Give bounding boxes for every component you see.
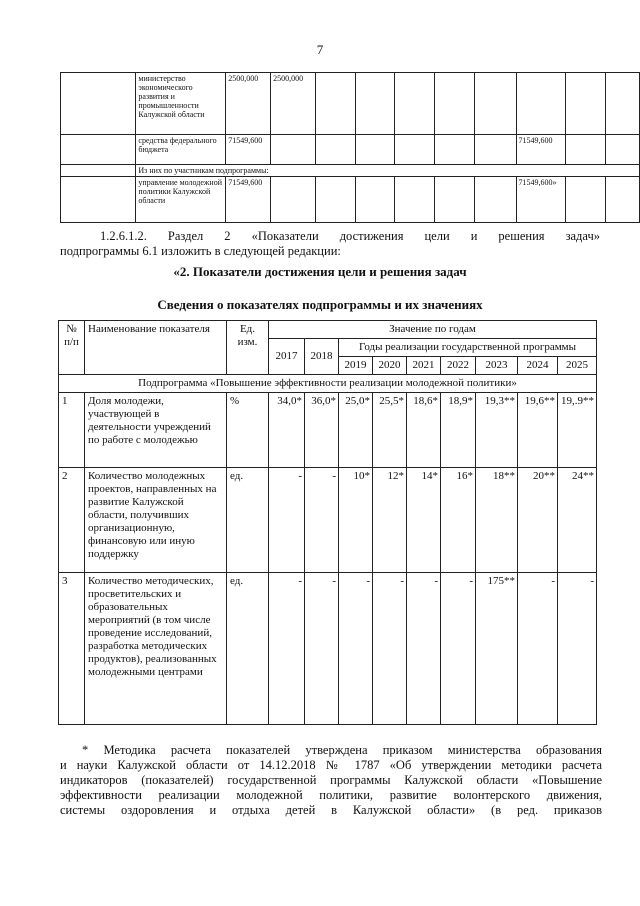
value-cell: 16* xyxy=(441,468,476,573)
footnote-line: и науки Калужской области от 14.12.2018 № 1787 «Об утверждении методики расчета xyxy=(60,758,602,772)
header-name: Наименование показателя xyxy=(85,321,227,375)
value-cell: 19,.9** xyxy=(558,393,597,468)
row-num: 3 xyxy=(59,573,85,725)
header-year: 2018 xyxy=(305,339,339,375)
table-title: Сведения о показателях подпрограммы и их значениях xyxy=(157,297,483,312)
table-cell: управление молодежной политики Калужской области xyxy=(136,177,226,223)
header-year: 2025 xyxy=(558,357,597,375)
value-cell: 18** xyxy=(476,468,518,573)
row-name: Количество методических, просветительских и образовательных мероприятий (в том числе проведение исследований, разработка методических продуктов), реализованных молодежными центрами xyxy=(85,573,227,725)
table-cell: 71549,600 xyxy=(226,135,271,165)
page-number: 7 xyxy=(316,42,324,57)
budget-table xyxy=(60,72,640,223)
row-num: 1 xyxy=(59,393,85,468)
value-cell: 20** xyxy=(518,468,558,573)
section-title: «2. Показатели достижения цели и решения задач xyxy=(173,264,467,279)
row-unit: ед. xyxy=(227,468,269,573)
footnote xyxy=(60,743,602,818)
header-unit: Ед. изм. xyxy=(227,321,269,375)
header-year: 2017 xyxy=(269,339,305,375)
subprogram-row: Подпрограмма «Повышение эффективности реализации молодежной политики» xyxy=(59,375,597,393)
value-cell: 19,3** xyxy=(476,393,518,468)
table-cell: 71549,600» xyxy=(516,177,566,223)
value-cell: 34,0* xyxy=(269,393,305,468)
header-year: 2019 xyxy=(339,357,373,375)
header-year: 2020 xyxy=(373,357,407,375)
footnote-line: * Методика расчета показателей утверждена приказом министерства образования xyxy=(82,743,602,757)
value-cell: 14* xyxy=(407,468,441,573)
header-year: 2024 xyxy=(518,357,558,375)
value-cell: - xyxy=(269,573,305,725)
indicators-table xyxy=(58,320,597,725)
table-row xyxy=(61,135,640,165)
value-cell: 18,6* xyxy=(407,393,441,468)
value-cell: 175** xyxy=(476,573,518,725)
value-cell: - xyxy=(339,573,373,725)
row-unit: % xyxy=(227,393,269,468)
value-cell: - xyxy=(518,573,558,725)
header-year: 2022 xyxy=(441,357,476,375)
table-cell: средства федерального бюджета xyxy=(136,135,226,165)
value-cell: - xyxy=(305,468,339,573)
table-row xyxy=(61,177,640,223)
table-row xyxy=(61,73,640,135)
value-cell: - xyxy=(373,573,407,725)
paragraph-line-2: подпрограммы 6.1 изложить в следующей редакции: xyxy=(60,244,341,258)
footnote-line: эффективности реализации молодежной политики, развитие волонтерского движения, xyxy=(60,788,602,802)
value-cell: - xyxy=(407,573,441,725)
table-cell: министерство экономического развития и промышленности Калужской области xyxy=(136,73,226,135)
value-cell: 36,0* xyxy=(305,393,339,468)
footnote-line: системы оздоровления и отдыха детей в Калужской области» (в ред. приказов xyxy=(60,803,602,817)
table-cell: 2500,000 xyxy=(271,73,316,135)
row-name: Количество молодежных проектов, направленных на развитие Калужской области, получивших организационную, финансовую или иную поддержку xyxy=(85,468,227,573)
value-cell: 19,6** xyxy=(518,393,558,468)
table-row xyxy=(59,573,597,725)
table-row xyxy=(59,393,597,468)
value-cell: 12* xyxy=(373,468,407,573)
paragraph-line-1: 1.2.6.1.2. Раздел 2 «Показатели достижения цели и решения задач» xyxy=(100,229,600,243)
value-cell: - xyxy=(558,573,597,725)
footnote-line: индикаторов (показателей) государственной программы Калужской области «Повышение xyxy=(60,773,602,787)
table-cell: Из них по участникам подпрограммы: xyxy=(136,165,640,177)
header-program-years: Годы реализации государственной программы xyxy=(339,339,597,357)
value-cell: 18,9* xyxy=(441,393,476,468)
row-name: Доля молодежи, участвующей в деятельности учреждений по работе с молодежью xyxy=(85,393,227,468)
table-cell: 71549,600 xyxy=(516,135,566,165)
header-values: Значение по годам xyxy=(269,321,597,339)
header-year: 2021 xyxy=(407,357,441,375)
header-year: 2023 xyxy=(476,357,518,375)
row-unit: ед. xyxy=(227,573,269,725)
value-cell: 24** xyxy=(558,468,597,573)
value-cell: - xyxy=(269,468,305,573)
value-cell: 10* xyxy=(339,468,373,573)
value-cell: - xyxy=(305,573,339,725)
value-cell: 25,5* xyxy=(373,393,407,468)
row-num: 2 xyxy=(59,468,85,573)
value-cell: - xyxy=(441,573,476,725)
table-cell: 71549,600 xyxy=(226,177,271,223)
table-row xyxy=(59,468,597,573)
header-num: № п/п xyxy=(59,321,85,375)
table-cell: 2500,000 xyxy=(226,73,271,135)
value-cell: 25,0* xyxy=(339,393,373,468)
table-row xyxy=(61,165,640,177)
